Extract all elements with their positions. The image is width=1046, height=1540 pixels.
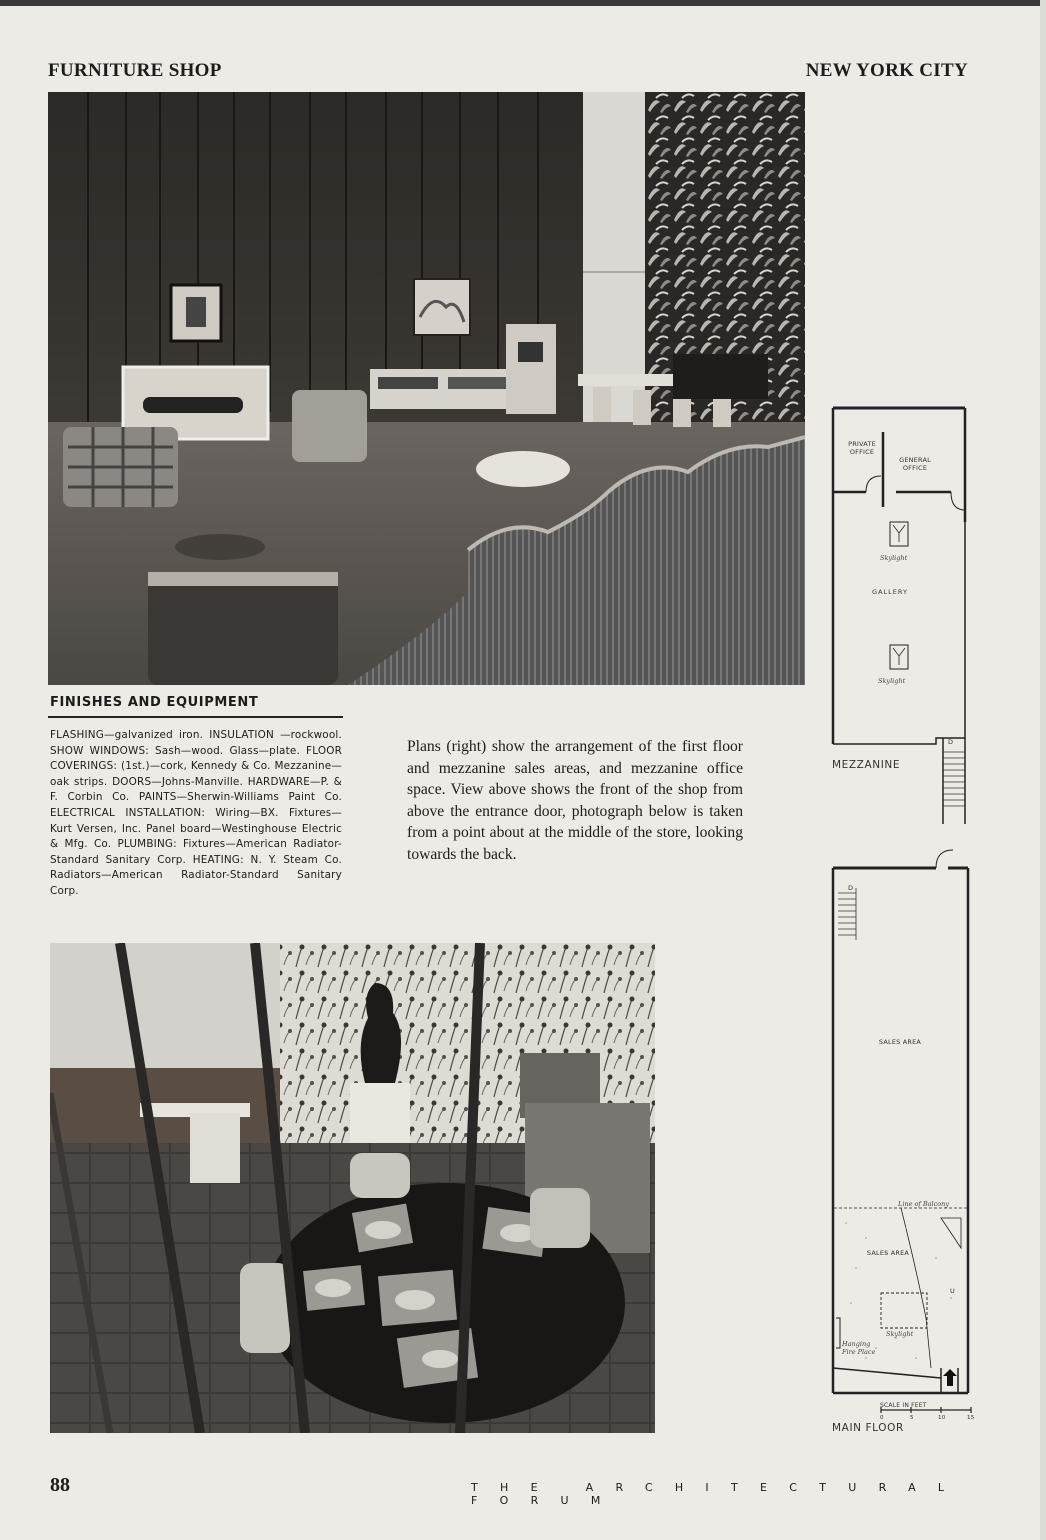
skylight-label-2: Skylight (878, 677, 906, 685)
scale-label: SCALE IN FEET (880, 1402, 927, 1409)
main-up-mark: U (950, 1287, 955, 1295)
mezz-door-mark: D (948, 738, 954, 746)
room-sales-area: SALES AREA (878, 1038, 922, 1046)
finishes-rule (48, 716, 343, 718)
photo-shop-interior-front (48, 92, 805, 685)
scale-tick-0: 0 (880, 1415, 884, 1421)
scale-tick-15: 15 (967, 1415, 975, 1421)
room-gallery: GALLERY (872, 588, 908, 596)
main-skylight-label: Skylight (886, 1330, 914, 1338)
room-sales-area-lower: SALES AREA (866, 1249, 910, 1257)
room-private-office: PRIVATE OFFICE (848, 440, 876, 456)
section-title: FURNITURE SHOP (48, 60, 222, 81)
finishes-title: FINISHES AND EQUIPMENT (50, 695, 259, 710)
location-title: NEW YORK CITY (805, 60, 968, 81)
photo-caption: Plans (right) show the arrangement of the first floor and mezzanine sales areas, and mezzanine office space. View above shows the front of the shop from above the entrance door, photograph below is taken from a point about at the middle of the store, looking towards the back. (407, 738, 743, 863)
photo-shop-interior-back (50, 943, 655, 1433)
finishes-body: FLASHING—galvanized iron. INSULATION —rockwool. SHOW WINDOWS: Sash—wood. Glass—plate. FLOOR COVERINGS: (1st.)—cork, Kennedy & Co. Mezzanine—oak strips. DOORS—Johns-Manville. HARDWARE—P. & F. Corbin Co. PAINTS—Sherwin-Williams Paint Co. ELECTRICAL INSTALLATION: Wiring—BX. Fixtures—Kurt Versen, Inc. Panel board—Westinghouse Electric & Mfg. Co. PLUMBING: Fixtures—American Radiator-Standard Sanitary Corp. HEATING: N. Y. Steam Co. Radiators—American Radiator-Standard Sanitary Corp. (50, 729, 342, 897)
page-number: 88 (50, 1474, 70, 1496)
scale-tick-10: 10 (938, 1415, 946, 1421)
room-general-office: GENERAL OFFICE (899, 456, 931, 472)
scale-tick-5: 5 (910, 1415, 914, 1421)
publication-name: THE ARCHITECTURAL FORUM (471, 1481, 967, 1507)
main-floor-label: MAIN FLOOR (832, 1422, 904, 1434)
hanging-fire-place-label: Hanging Fire Place (842, 1340, 876, 1356)
right-edge (1040, 0, 1046, 1540)
line-of-balcony-label: Line of Balcony (898, 1200, 950, 1208)
mezzanine-label: MEZZANINE (832, 759, 901, 771)
skylight-label-1: Skylight (880, 554, 908, 562)
top-edge (0, 0, 1046, 6)
main-door-mark: D (848, 884, 854, 892)
